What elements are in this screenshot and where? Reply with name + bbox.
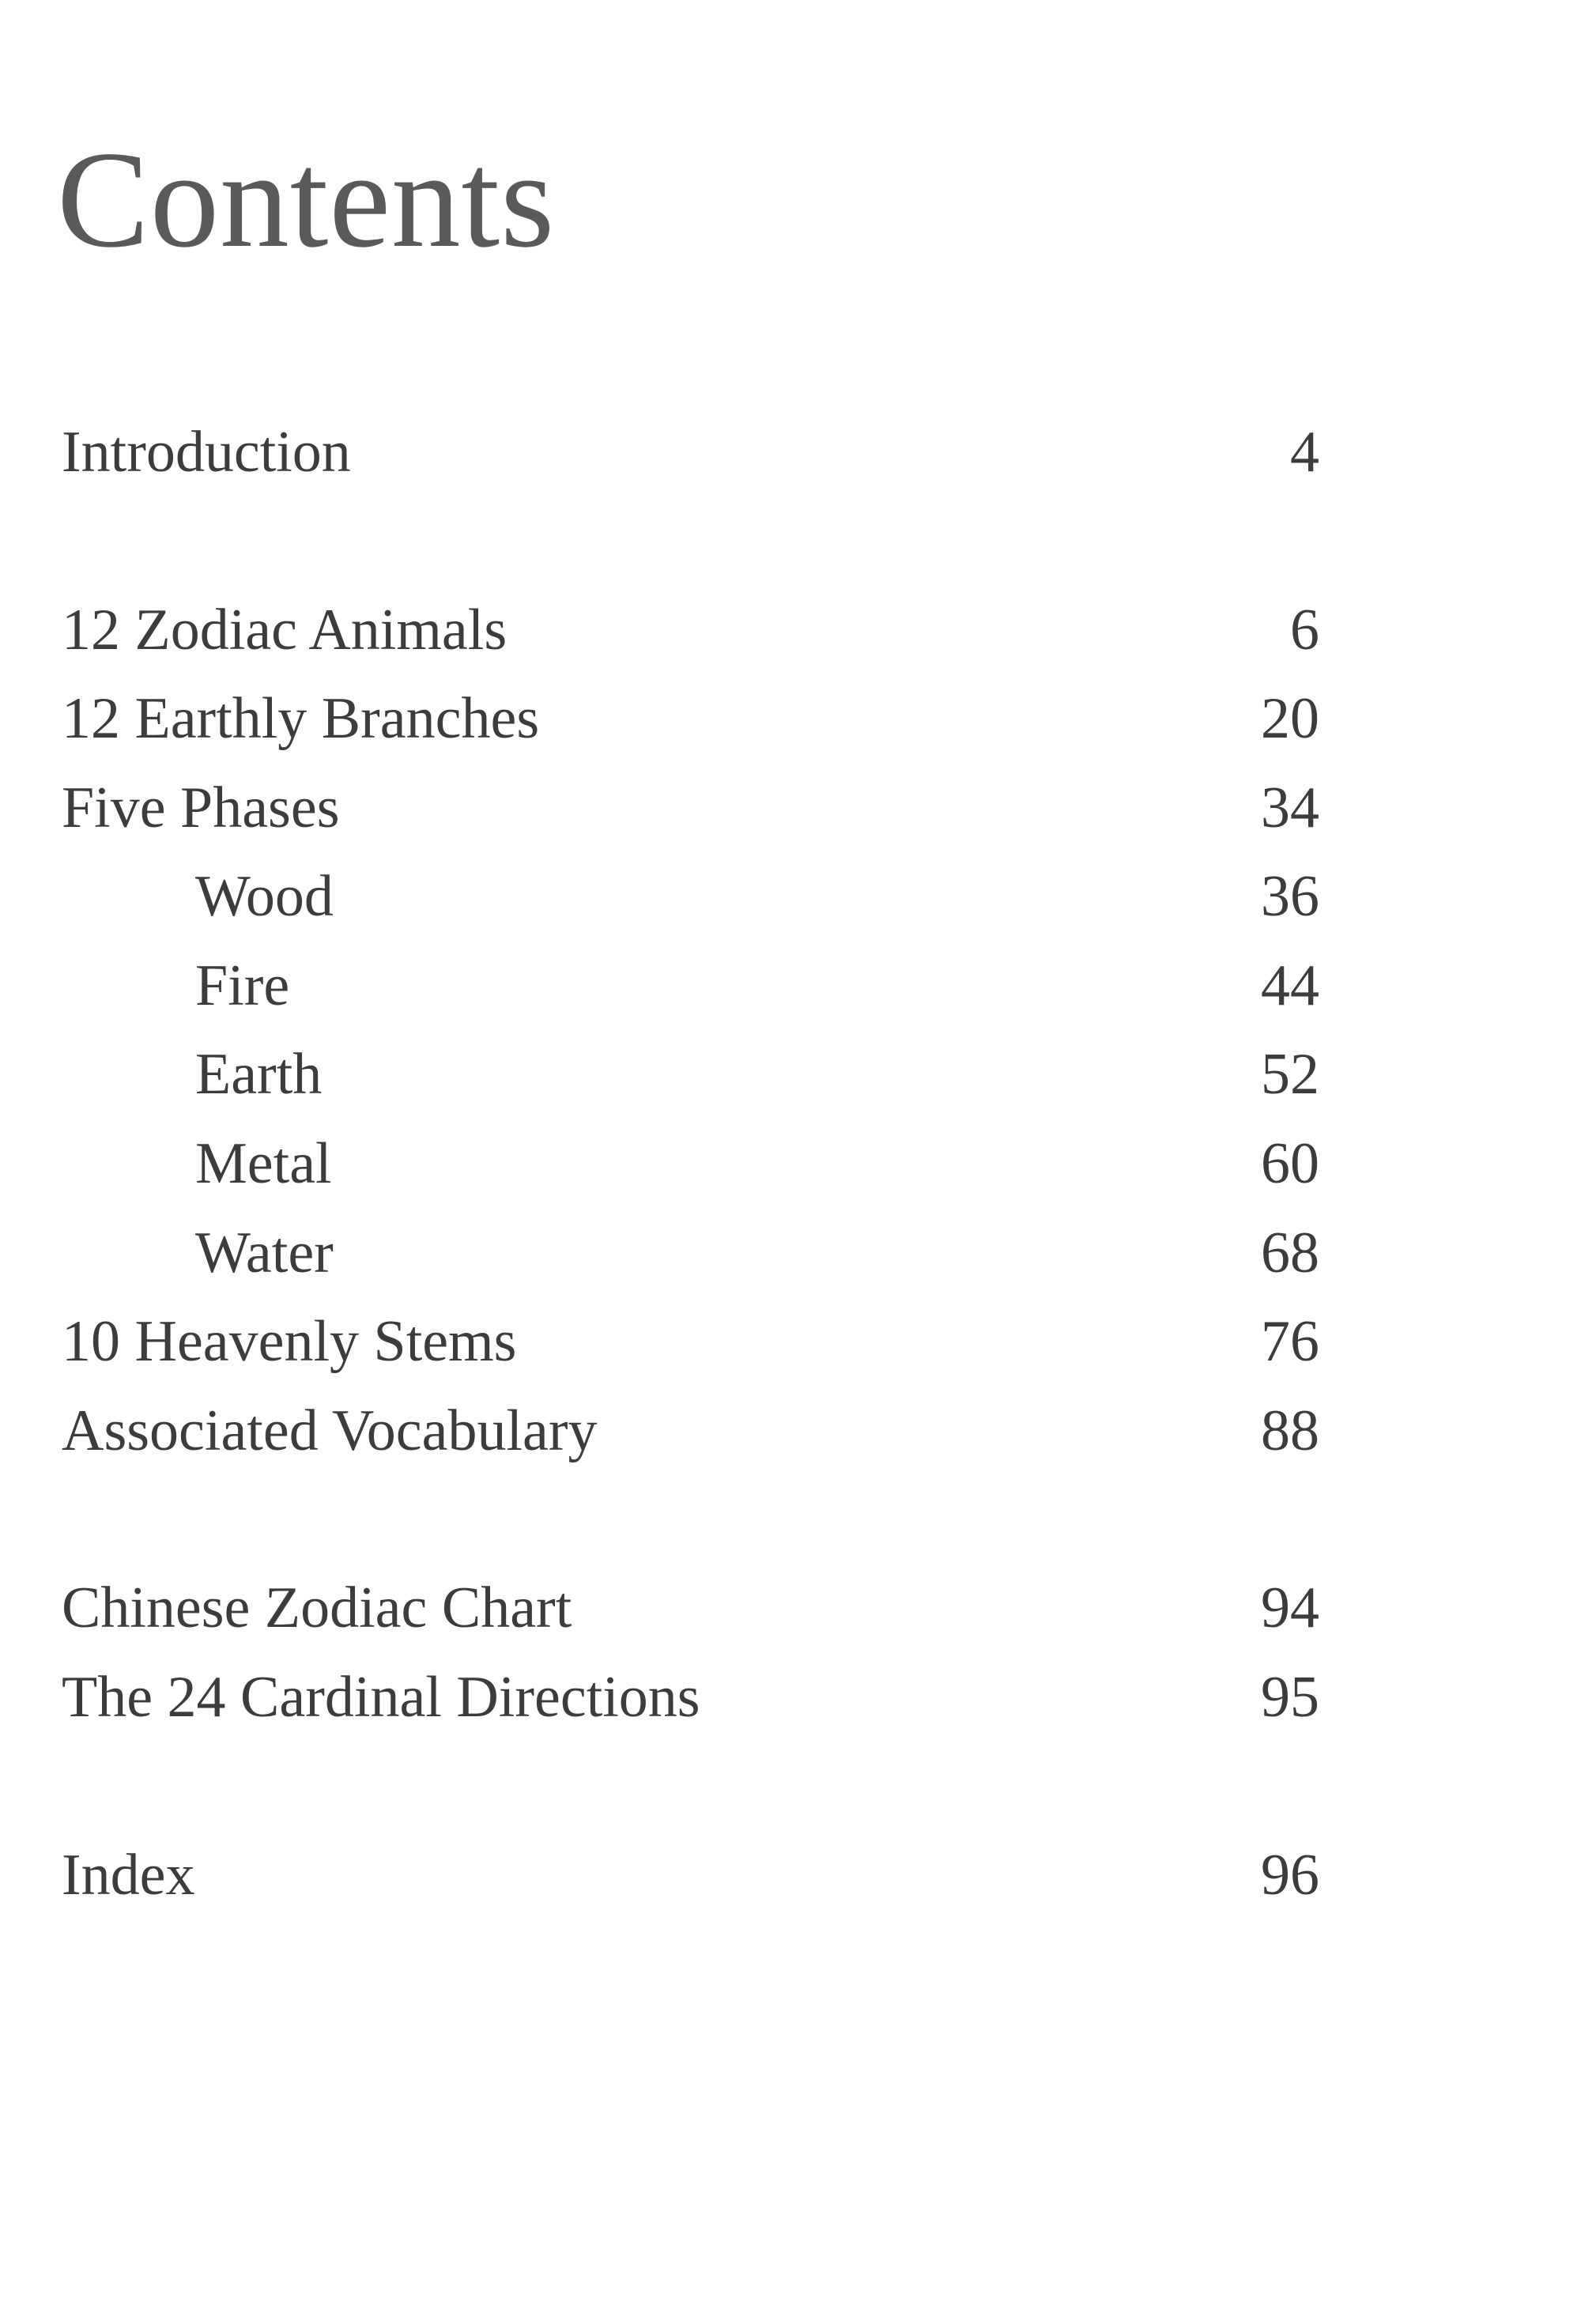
toc-entry-page-number: 52	[1261, 1042, 1319, 1107]
toc-entry-five-phases[interactable]	[0, 776, 1596, 858]
toc-entry-label: Wood	[195, 864, 334, 929]
toc-entry-label: Metal	[195, 1131, 332, 1196]
toc-entry-12-zodiac-animals[interactable]	[0, 598, 1596, 680]
toc-entry-label: 12 Earthly Branches	[62, 686, 540, 751]
toc-entry-earth[interactable]	[0, 1042, 1596, 1124]
toc-entry-label: Chinese Zodiac Chart	[62, 1576, 572, 1640]
toc-entry-label: 10 Heavenly Stems	[62, 1309, 517, 1374]
toc-entry-12-earthly-branches[interactable]	[0, 686, 1596, 768]
toc-entry-introduction[interactable]	[0, 420, 1596, 502]
toc-entry-page-number: 44	[1261, 953, 1319, 1018]
toc-entry-page-number: 34	[1261, 776, 1319, 840]
toc-entry-label: Earth	[195, 1042, 323, 1107]
toc-entry-page-number: 60	[1261, 1131, 1319, 1196]
toc-entry-index[interactable]	[0, 1843, 1596, 1925]
toc-entry-24-cardinal-directions[interactable]	[0, 1665, 1596, 1747]
toc-entry-page-number: 94	[1261, 1576, 1319, 1640]
toc-entry-page-number: 68	[1261, 1221, 1319, 1285]
toc-entry-page-number: 88	[1261, 1398, 1319, 1463]
toc-entry-label: Water	[195, 1221, 334, 1285]
toc-entry-associated-vocabulary[interactable]	[0, 1398, 1596, 1481]
toc-entry-water[interactable]	[0, 1221, 1596, 1303]
toc-entry-label: Five Phases	[62, 776, 340, 840]
toc-entry-label: Index	[62, 1843, 195, 1908]
toc-entry-label: The 24 Cardinal Directions	[62, 1665, 700, 1730]
toc-entry-fire[interactable]	[0, 953, 1596, 1036]
toc-entry-label: Introduction	[62, 420, 351, 485]
toc-entry-wood[interactable]	[0, 864, 1596, 946]
toc-entry-label: 12 Zodiac Animals	[62, 598, 507, 662]
toc-entry-page-number: 6	[1290, 598, 1319, 662]
toc-entry-page-number: 76	[1261, 1309, 1319, 1374]
toc-entry-label: Fire	[195, 953, 290, 1018]
toc-entry-label: Associated Vocabulary	[62, 1398, 598, 1463]
toc-entry-page-number: 96	[1261, 1843, 1319, 1908]
toc-entry-page-number: 95	[1261, 1665, 1319, 1730]
toc-entry-page-number: 20	[1261, 686, 1319, 751]
toc-entry-metal[interactable]	[0, 1131, 1596, 1213]
toc-entry-chinese-zodiac-chart[interactable]	[0, 1576, 1596, 1658]
page-title: Contents	[57, 123, 556, 276]
toc-entry-page-number: 4	[1290, 420, 1319, 485]
toc-entry-10-heavenly-stems[interactable]	[0, 1309, 1596, 1391]
toc-entry-page-number: 36	[1261, 864, 1319, 929]
